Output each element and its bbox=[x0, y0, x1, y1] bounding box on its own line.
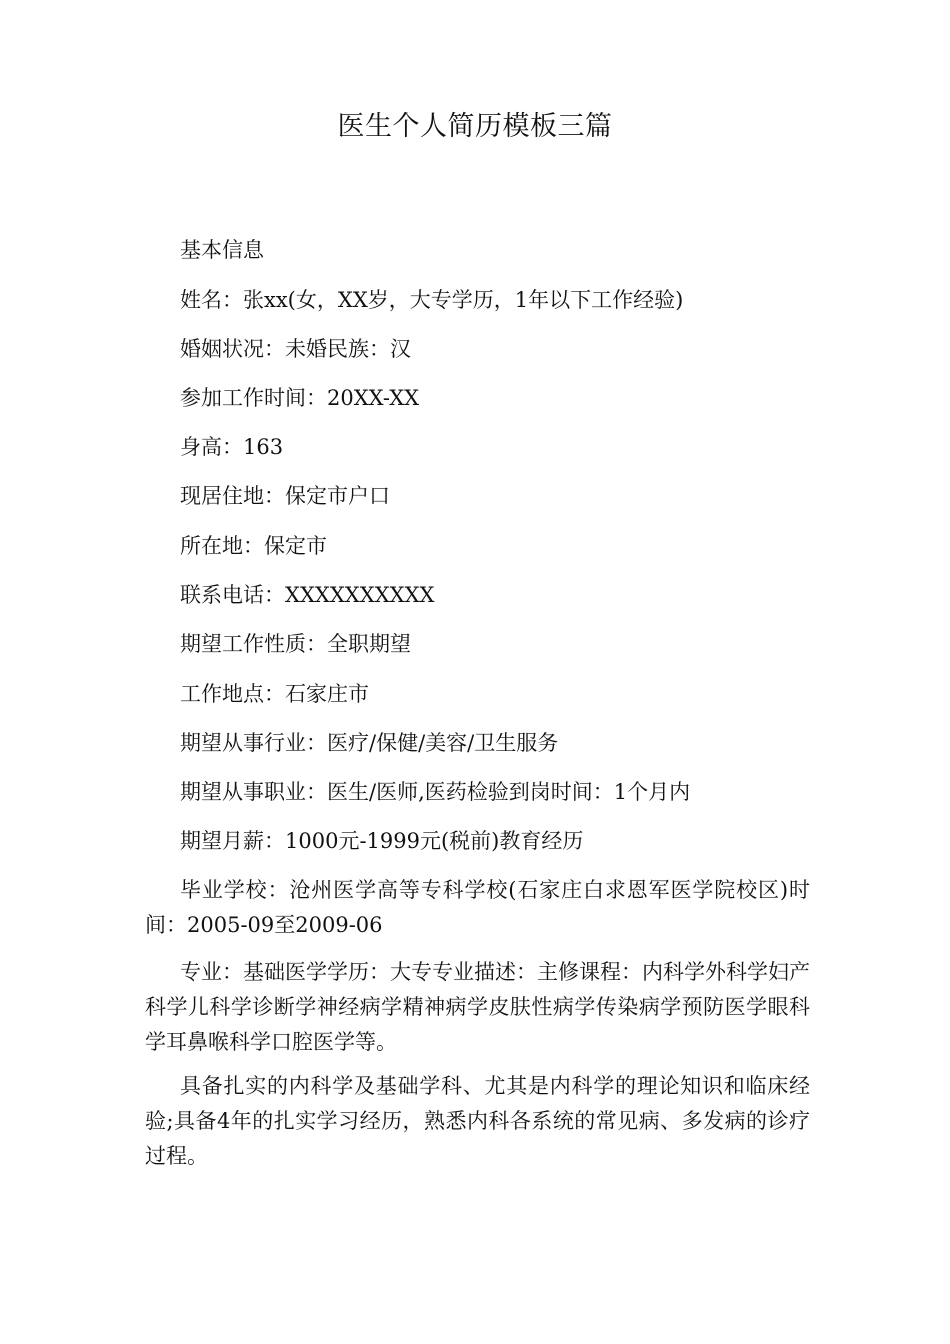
section-heading-basic-info: 基本信息 bbox=[180, 238, 264, 262]
info-line-work-place: 工作地点：石家庄市 bbox=[180, 682, 369, 706]
paragraph-experience: 具备扎实的内科学及基础学科、尤其是内科学的理论知识和临床经验;具备4年的扎实学习经历，熟悉内科各系统的常见病、多发病的诊疗过程。 bbox=[145, 1074, 810, 1168]
info-line-industry: 期望从事行业：医疗/保健/美容/卫生服务 bbox=[180, 731, 559, 755]
info-line-marital: 婚姻状况：未婚民族：汉 bbox=[180, 337, 411, 361]
info-line-residence: 现居住地：保定市户口 bbox=[180, 484, 390, 508]
info-line-work-start: 参加工作时间：20XX-XX bbox=[180, 386, 420, 410]
info-line-location: 所在地：保定市 bbox=[180, 534, 327, 558]
info-line-salary: 期望月薪：1000元-1999元(税前)教育经历 bbox=[180, 829, 584, 853]
paragraph-major: 专业：基础医学学历：大专专业描述：主修课程：内科学外科学妇产科学儿科学诊断学神经病学精神病学皮肤性病学传染病学预防医学眼科学耳鼻喉科学口腔医学等。 bbox=[145, 960, 810, 1054]
info-line-phone: 联系电话：XXXXXXXXXX bbox=[180, 583, 435, 607]
info-line-name: 姓名：张xx(女，XX岁，大专学历，1年以下工作经验) bbox=[180, 288, 684, 312]
document-title: 医生个人简历模板三篇 bbox=[337, 111, 613, 142]
info-line-occupation: 期望从事职业：医生/医师,医药检验到岗时间：1个月内 bbox=[180, 780, 691, 804]
info-line-job-type: 期望工作性质：全职期望 bbox=[180, 632, 411, 656]
paragraph-school: 毕业学校：沧州医学高等专科学校(石家庄白求恩军医学院校区)时间：2005-09至2009-06 bbox=[145, 878, 810, 937]
info-line-height: 身高：163 bbox=[180, 435, 284, 459]
